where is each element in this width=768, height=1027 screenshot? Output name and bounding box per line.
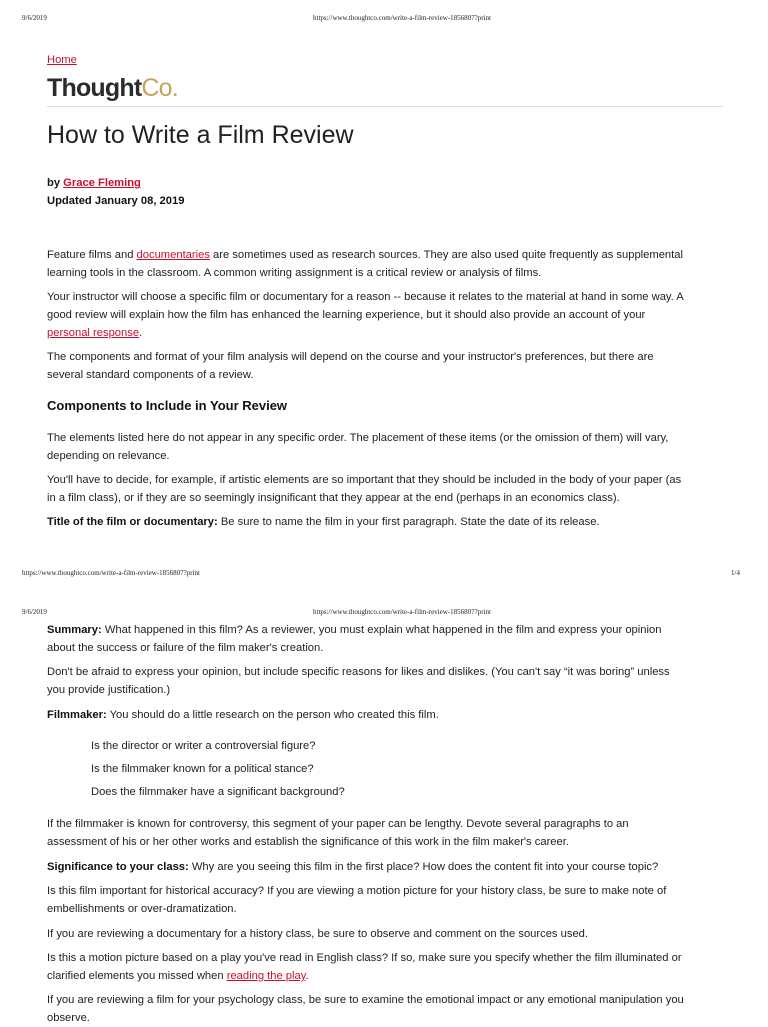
text: Is this a motion picture based on a play you've read in English class? If so, make sure you specify whether the film illuminated or bbox=[47, 952, 682, 964]
text: The elements listed here do not appear in any specific order. The placement of these items (or the omission of them) will vary, bbox=[47, 432, 669, 444]
term: Summary: bbox=[47, 624, 102, 636]
paragraph-components bbox=[47, 348, 723, 384]
author-link[interactable]: Grace Fleming bbox=[63, 177, 141, 189]
text: assessment of his or her other works and establish the significance of this work in the film maker's career. bbox=[47, 836, 569, 848]
print-url: https://www.thoughtco.com/write-a-film-review-1856807?print bbox=[313, 14, 492, 22]
paragraph-psychology bbox=[47, 991, 723, 1027]
documentaries-link[interactable]: documentaries bbox=[136, 249, 210, 261]
paragraph-significance bbox=[47, 858, 723, 876]
text: observe. bbox=[47, 1012, 90, 1024]
text: good review will explain how the film has enhanced the learning experience, but it should also provide an account of your bbox=[47, 309, 646, 321]
term: Significance to your class: bbox=[47, 861, 189, 873]
print-footer-url: https://www.thoughtco.com/write-a-film-review-1856807?print bbox=[22, 569, 201, 577]
text: Be sure to name the film in your first paragraph. State the date of its release. bbox=[217, 516, 600, 528]
paragraph-instructor bbox=[47, 288, 723, 342]
thoughtco-logo[interactable] bbox=[47, 74, 178, 103]
text: . bbox=[139, 327, 143, 339]
logo-text: Thought bbox=[47, 74, 142, 102]
paragraph-filmmaker bbox=[47, 706, 723, 724]
print-date: 9/6/2019 bbox=[22, 14, 47, 22]
text: clarified elements you missed when bbox=[47, 970, 227, 982]
text: in a film class), or if they are so seemingly insignificant that they appear at the end (perhaps in an economics class). bbox=[47, 492, 620, 504]
paragraph-elements bbox=[47, 429, 723, 465]
text: You'll have to decide, for example, if artistic elements are so important that they should be included in the body of your paper (as bbox=[47, 474, 682, 486]
text: If the filmmaker is known for controversy, this segment of your paper can be lengthy. Devote several paragraphs to an bbox=[47, 818, 629, 830]
paragraph-summary bbox=[47, 621, 723, 657]
text: you provide justification.) bbox=[47, 684, 171, 696]
text: embellishments or over-dramatization. bbox=[47, 903, 237, 915]
paragraph-decide bbox=[47, 471, 723, 507]
personal-response-link[interactable]: personal response bbox=[47, 327, 140, 339]
print-page-number: 1/4 bbox=[731, 569, 740, 577]
text: What happened in this film? As a reviewer, you must explain what happened in the film and express your opinion bbox=[101, 624, 662, 636]
header-divider bbox=[47, 106, 723, 107]
paragraph-title-of-film bbox=[47, 513, 723, 531]
text: If you are reviewing a documentary for a history class, be sure to observe and comment on the sources used. bbox=[47, 928, 589, 940]
list-item: Does the filmmaker have a significant background? bbox=[91, 786, 345, 798]
home-link[interactable]: Home bbox=[47, 54, 77, 66]
reading-the-play-link[interactable]: reading the play bbox=[226, 970, 306, 982]
text: about the success or failure of the film maker's creation. bbox=[47, 642, 324, 654]
text: Is this film important for historical accuracy? If you are viewing a motion picture for your history class, be sure to make note of bbox=[47, 885, 667, 897]
term: Title of the film or documentary: bbox=[47, 516, 218, 528]
text: If you are reviewing a film for your psychology class, be sure to examine the emotional impact or any emotional manipulation you bbox=[47, 994, 684, 1006]
text: Why are you seeing this film in the first place? How does the content fit into your course topic? bbox=[188, 861, 659, 873]
text: Your instructor will choose a specific film or documentary for a reason -- because it relates to the material at hand in some way. A bbox=[47, 291, 684, 303]
print-url: https://www.thoughtco.com/write-a-film-review-1856807?print bbox=[313, 608, 492, 616]
text: You should do a little research on the person who created this film. bbox=[106, 709, 439, 721]
paragraph-documentary bbox=[47, 925, 723, 943]
list-item: Is the filmmaker known for a political stance? bbox=[91, 763, 314, 775]
byline-prefix: by bbox=[47, 177, 61, 189]
text: Feature films and bbox=[47, 249, 137, 261]
term: Filmmaker: bbox=[47, 709, 107, 721]
paragraph-opinion bbox=[47, 663, 723, 699]
text: several standard components of a review. bbox=[47, 369, 254, 381]
text: Don't be afraid to express your opinion, but include specific reasons for likes and dislikes. (You can't say “it was boring” unless bbox=[47, 666, 670, 678]
list-item: Is the director or writer a controversial figure? bbox=[91, 740, 316, 752]
logo-accent: Co. bbox=[141, 74, 178, 102]
paragraph-controversy bbox=[47, 815, 723, 851]
print-date: 9/6/2019 bbox=[22, 608, 47, 616]
page-title: How to Write a Film Review bbox=[47, 121, 354, 149]
text: learning tools in the classroom. A common writing assignment is a critical review or analysis of films. bbox=[47, 267, 542, 279]
text: The components and format of your film analysis will depend on the course and your instructor's preferences, but there are bbox=[47, 351, 654, 363]
updated-date: Updated January 08, 2019 bbox=[47, 195, 185, 207]
text: . bbox=[305, 970, 309, 982]
byline bbox=[47, 177, 141, 189]
paragraph-historical bbox=[47, 882, 723, 918]
paragraph-play bbox=[47, 949, 723, 985]
text: depending on relevance. bbox=[47, 450, 170, 462]
section-heading: Components to Include in Your Review bbox=[47, 398, 288, 413]
paragraph-intro bbox=[47, 246, 723, 282]
text: are sometimes used as research sources. They are also used quite frequently as supplemental bbox=[209, 249, 683, 261]
